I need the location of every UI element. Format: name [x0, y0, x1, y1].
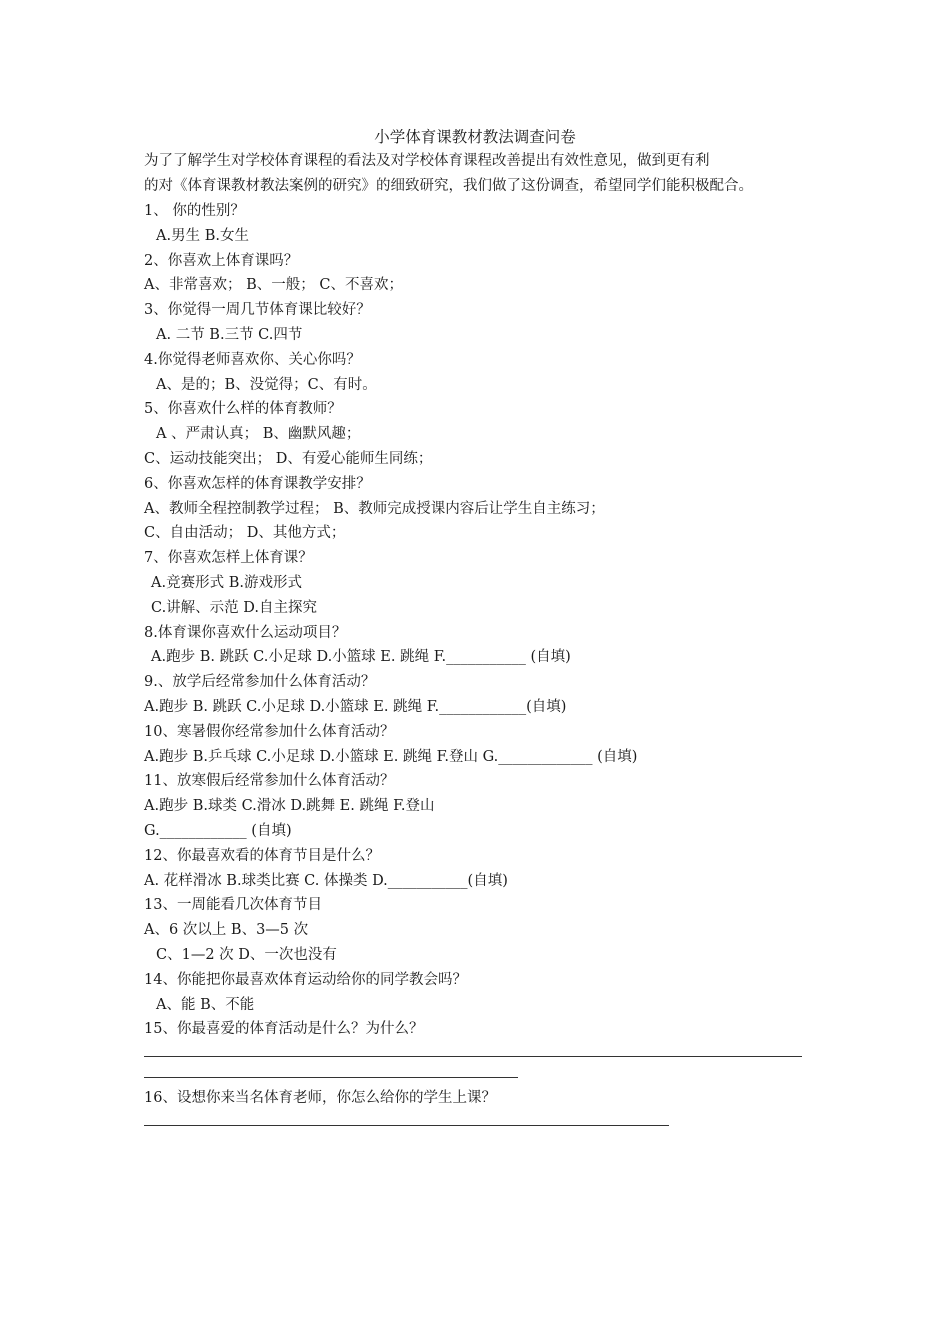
question-list	[144, 199, 824, 1126]
question-3: 3、你觉得一周几节体育课比较好？	[144, 302, 371, 319]
intro-line: 为了了解学生对学校体育课程的看法及对学校体育课程改善提出有效性意见，做到更有利	[144, 153, 710, 169]
options-12: A. 花样滑冰 B.球类比赛 C. 体操类 D.___________(自填)	[144, 872, 508, 889]
question-5: 5、你喜欢什么样的体育教师？	[144, 401, 342, 418]
options-3: A. 二节 B.三节 C.四节	[156, 326, 303, 343]
question-14: 14、你能把你最喜欢体育运动给你的同学教会吗？	[144, 971, 467, 988]
question-16: 16、设想你来当名体育老师，你怎么给你的学生上课？	[144, 1090, 496, 1107]
answer-line-16[interactable]	[144, 1111, 669, 1126]
options-10: A.跑步 B.乒乓球 C.小足球 D.小篮球 E. 跳绳 F.登山 G._____________ (自填)	[144, 748, 638, 765]
options-11a: A.跑步 B.球类 C.滑冰 D.跳舞 E. 跳绳 F.登山	[144, 798, 435, 815]
options-13a: A、6 次以上 B、3—5 次	[144, 922, 309, 939]
question-2: 2、你喜欢上体育课吗？	[144, 252, 299, 269]
options-7a: A.竞赛形式 B.游戏形式	[151, 574, 302, 591]
question-6: 6、你喜欢怎样的体育课教学安排？	[144, 475, 371, 492]
question-13: 13、一周能看几次体育节目	[144, 897, 322, 914]
options-7b: C.讲解、示范 D.自主探究	[151, 599, 318, 616]
options-5a: A 、严肃认真； B、幽默风趣；	[156, 426, 361, 443]
question-1: 1、 你的性别？	[144, 203, 245, 219]
question-15: 15、你最喜爱的体育活动是什么？为什么？	[144, 1021, 424, 1038]
answer-line-15b[interactable]	[144, 1063, 518, 1078]
question-4: 4.你觉得老师喜欢你、关心你吗？	[144, 351, 361, 368]
document-title: 小学体育课教材教法调查问卷	[374, 128, 576, 146]
spacer	[144, 1078, 824, 1086]
options-1: A.男生 B.女生	[156, 227, 249, 244]
options-13b: C、1—2 次 D、一次也没有	[156, 946, 337, 963]
question-11: 11、放寒假后经常参加什么体育活动？	[144, 773, 395, 790]
options-6b: C、自由活动； D、其他方式；	[144, 525, 346, 542]
options-8: A.跑步 B. 跳跃 C.小足球 D.小篮球 E. 跳绳 F.___________ (自填)	[151, 649, 571, 666]
answer-line-15a[interactable]	[144, 1042, 802, 1057]
options-4: A、是的；B、没觉得；C、有时。	[156, 376, 377, 393]
options-2: A、非常喜欢； B、一般； C、不喜欢；	[144, 277, 403, 294]
question-10: 10、寒暑假你经常参加什么体育活动？	[144, 723, 395, 740]
question-9: 9.、放学后经常参加什么体育活动？	[144, 674, 376, 691]
intro-line: 的对《体育课教材教法案例的研究》的细致研究，我们做了这份调查，希望同学们能积极配合。	[144, 178, 753, 194]
options-14: A、能 B、不能	[156, 996, 255, 1013]
options-6a: A、教师全程控制教学过程； B、教师完成授课内容后让学生自主练习；	[144, 500, 605, 517]
question-8: 8.体育课你喜欢什么运动项目？	[144, 624, 347, 641]
options-5b: C、运动技能突出； D、有爱心能师生同练；	[144, 450, 433, 467]
question-7: 7、你喜欢怎样上体育课？	[144, 550, 313, 567]
question-12: 12、你最喜欢看的体育节目是什么？	[144, 847, 380, 864]
options-11b: G.____________ (自填)	[144, 822, 292, 839]
options-9: A.跑步 B. 跳跃 C.小足球 D.小篮球 E. 跳绳 F.____________(自填)	[144, 698, 567, 715]
intro-paragraph	[144, 149, 816, 199]
